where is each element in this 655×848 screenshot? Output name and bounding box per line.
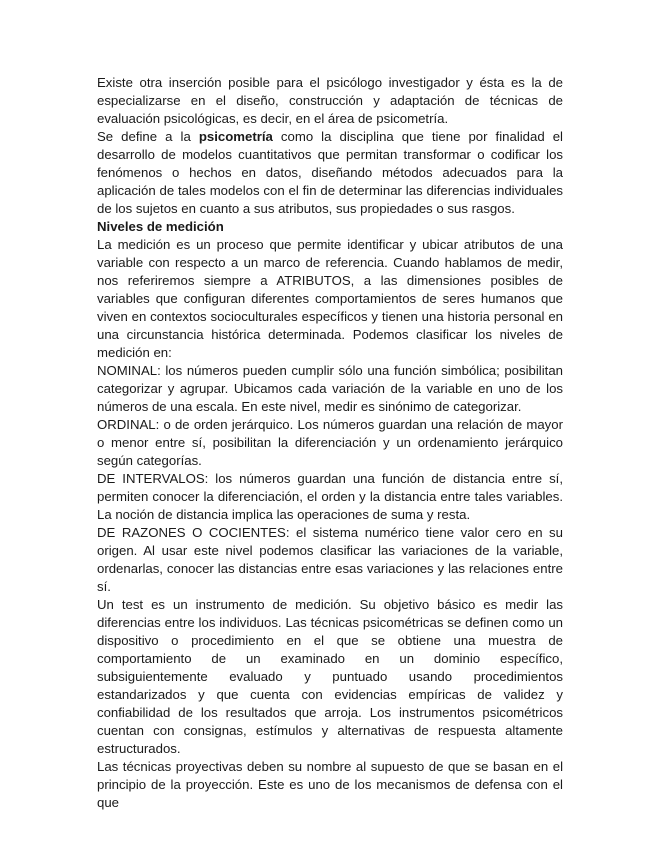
level-ratios-paragraph: DE RAZONES O COCIENTES: el sistema numérico tiene valor cero en su origen. Al usar este nivel podemos clasificar las variaciones de la variable, ordenarlas, conocer las distancias entre esas variaciones y las relaciones entre sí. xyxy=(97,525,563,594)
definition-term: psicometría xyxy=(198,129,273,144)
definition-after: como la disciplina que tiene por finalidad el desarrollo de modelos cuantitativos que permitan transformar o codificar los fenómenos o hechos en datos, diseñando métodos adecuados para la aplicación de tales modelos con el fin de determinar las diferencias individuales de los sujetos en cuanto a sus atributos, sus propiedades o sus rasgos. xyxy=(97,129,563,216)
level-ordinal-paragraph: ORDINAL: o de orden jerárquico. Los números guardan una relación de mayor o menor entre sí, posibilitan la diferenciación y un ordenamiento jerárquico según categorías. xyxy=(97,417,563,468)
intro-paragraph: Existe otra inserción posible para el psicólogo investigador y ésta es la de especializarse en el diseño, construcción y adaptación de técnicas de evaluación psicológicas, es decir, en el área de psicometría. xyxy=(97,75,563,126)
projective-paragraph: Las técnicas proyectivas deben su nombre al supuesto de que se basan en el principio de la proyección. Este es uno de los mecanismos de defensa con el que xyxy=(97,759,563,810)
definition-paragraph xyxy=(97,128,563,218)
definition-before: Se define a la xyxy=(97,129,199,144)
level-intervals-paragraph: DE INTERVALOS: los números guardan una función de distancia entre sí, permiten conocer la diferenciación, el orden y la distancia entre tales variables. La noción de distancia implica las operaciones de suma y resta. xyxy=(97,471,563,522)
test-paragraph: Un test es un instrumento de medición. Su objetivo básico es medir las diferencias entre los individuos. Las técnicas psicométricas se definen como un dispositivo o procedimiento en el que se obtiene una muestra de comportamiento de un examinado en un dominio específico, subsiguientemente evaluado y puntuado usando procedimientos estandarizados y que cuenta con evidencias empíricas de validez y confiabilidad de los resultados que arroja. Los instrumentos psicométricos cuentan con consignas, estímulos y alternativas de respuesta altamente estructurados. xyxy=(97,597,563,756)
measurement-intro-paragraph: La medición es un proceso que permite identificar y ubicar atributos de una variable con respecto a un marco de referencia. Cuando hablamos de medir, nos referiremos siempre a ATRIBUTOS, a las dimensiones posibles de variables que configuran diferentes comportamientos de seres humanos que viven en contextos socioculturales específicos y tienen una historia personal en una circunstancia histórica determinada. Podemos clasificar los niveles de medición en: xyxy=(97,237,563,360)
level-nominal-paragraph: NOMINAL: los números pueden cumplir sólo una función simbólica; posibilitan categorizar y agrupar. Ubicamos cada variación de la variable en uno de los números de una escala. En este nivel, medir es sinónimo de categorizar. xyxy=(97,363,563,414)
section-heading: Niveles de medición xyxy=(97,219,224,234)
document-page xyxy=(97,74,563,812)
